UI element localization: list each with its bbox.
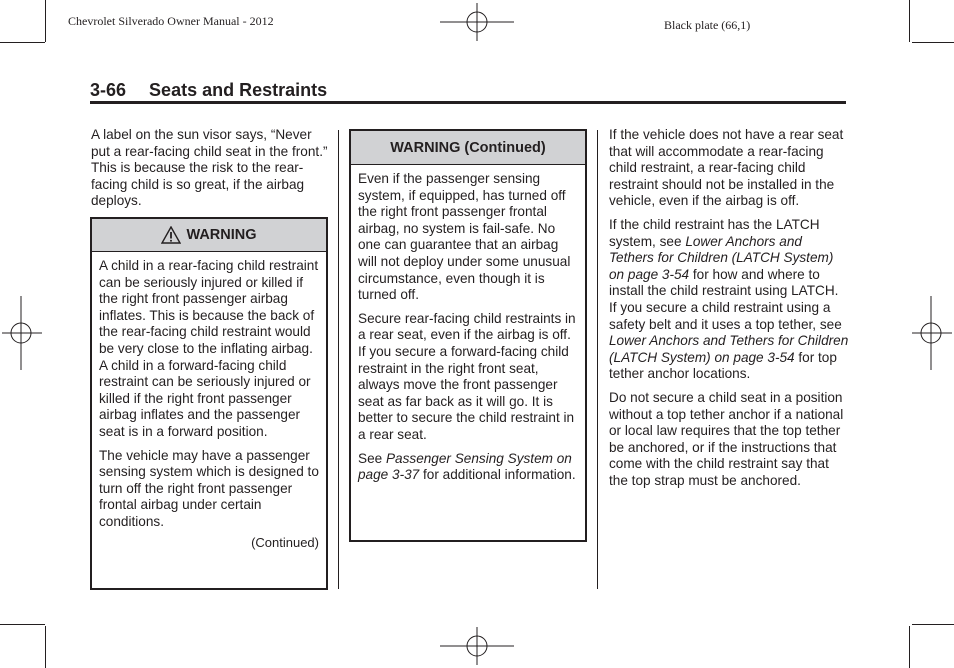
- warning-title: WARNING: [186, 227, 257, 243]
- crop-mark: [45, 626, 46, 668]
- crop-mark: [0, 624, 45, 625]
- registration-mark-icon: [440, 3, 514, 41]
- registration-mark-icon: [912, 296, 952, 370]
- crop-mark: [909, 0, 910, 42]
- plate-label: Black plate (66,1): [664, 18, 751, 32]
- warning-paragraph: [358, 451, 578, 484]
- crop-mark: [912, 42, 954, 43]
- column-divider: [597, 130, 598, 589]
- header-rule: [90, 101, 846, 104]
- cross-reference-link[interactable]: Passenger Sensing System on page 3-37: [358, 450, 572, 483]
- text: See: [358, 450, 386, 466]
- warning-paragraph: The vehicle may have a passenger sensing system which is designed to turn off the right front passenger frontal airbag under certain conditions.: [99, 447, 319, 529]
- warning-box: [90, 217, 328, 590]
- cross-reference-link[interactable]: Lower Anchors and Tethers for Children (LATCH System) on page 3-54: [609, 333, 849, 365]
- warning-header: [92, 219, 326, 252]
- warning-header: WARNING (Continued): [351, 131, 585, 165]
- page-number: 3-66: [90, 80, 127, 100]
- paragraph: If the vehicle does not have a rear seat that will accommodate a rear-facing child restraint, a rear-facing child restraint should not be installed in the vehicle, even if the airbag is off.: [609, 127, 844, 209]
- warning-continued-box: [349, 129, 587, 542]
- warning-paragraph: Even if the passenger sensing system, if equipped, has turned off the right front passenger frontal airbag, no system is fail-safe. No one can guarantee that an airbag will not deploy under some unusual circumstance, even though it is turned off.: [358, 171, 571, 303]
- intro-paragraph: A label on the sun visor says, “Never put a rear-facing child seat in the front.” This is because the risk to the rear-facing child is so great, if the airbag deploys.: [91, 127, 328, 209]
- warning-triangle-icon: [161, 226, 181, 244]
- column-1: [91, 127, 329, 217]
- section-header: [90, 80, 327, 101]
- continued-label: (Continued): [251, 534, 319, 550]
- crop-mark: [0, 42, 45, 43]
- column-divider: [338, 130, 339, 589]
- warning-paragraph: Secure rear-facing child restraints in a rear seat, even if the airbag is off. If you secure a forward-facing child restraint in the right front seat, always move the front passenger seat as far back as it will go. It is better to secure the child restraint in a rear seat.: [358, 310, 576, 442]
- warning-paragraph: A child in a rear-facing child restraint can be seriously injured or killed if the right front passenger airbag inflates. This is because the back of the rear-facing child restraint would be very close to the inflating airbag. A child in a forward-facing child restraint can be seriously injured or killed if the right front passenger airbag inflates and the passenger seat is in a forward position.: [99, 258, 319, 439]
- crop-mark: [45, 0, 46, 42]
- crop-mark: [909, 626, 910, 668]
- paragraph: Do not secure a child seat in a position without a top tether anchor if a national or local law requires that the top tether be anchored, or if the instructions that come with the child restraint say that the top strap must be anchored.: [609, 389, 844, 488]
- registration-mark-icon: [440, 627, 514, 665]
- section-title: Seats and Restraints: [149, 80, 328, 100]
- running-header-title: Chevrolet Silverado Owner Manual - 2012: [68, 14, 274, 28]
- cross-reference-link[interactable]: Lower Anchors and Tethers for Children (LATCH System) on page 3-54: [609, 233, 834, 282]
- text: If the child restraint has the LATCH system, see: [609, 216, 820, 249]
- crop-mark: [912, 624, 954, 625]
- text: for additional information.: [419, 467, 576, 483]
- text: for how and where to install the child restraint using LATCH. If you secure a child restraint using a safety belt and it uses a top tether, see: [609, 266, 842, 332]
- registration-mark-icon: [2, 296, 42, 370]
- text: for top tether anchor locations.: [609, 349, 837, 382]
- column-3: [609, 127, 849, 496]
- paragraph: [609, 217, 849, 383]
